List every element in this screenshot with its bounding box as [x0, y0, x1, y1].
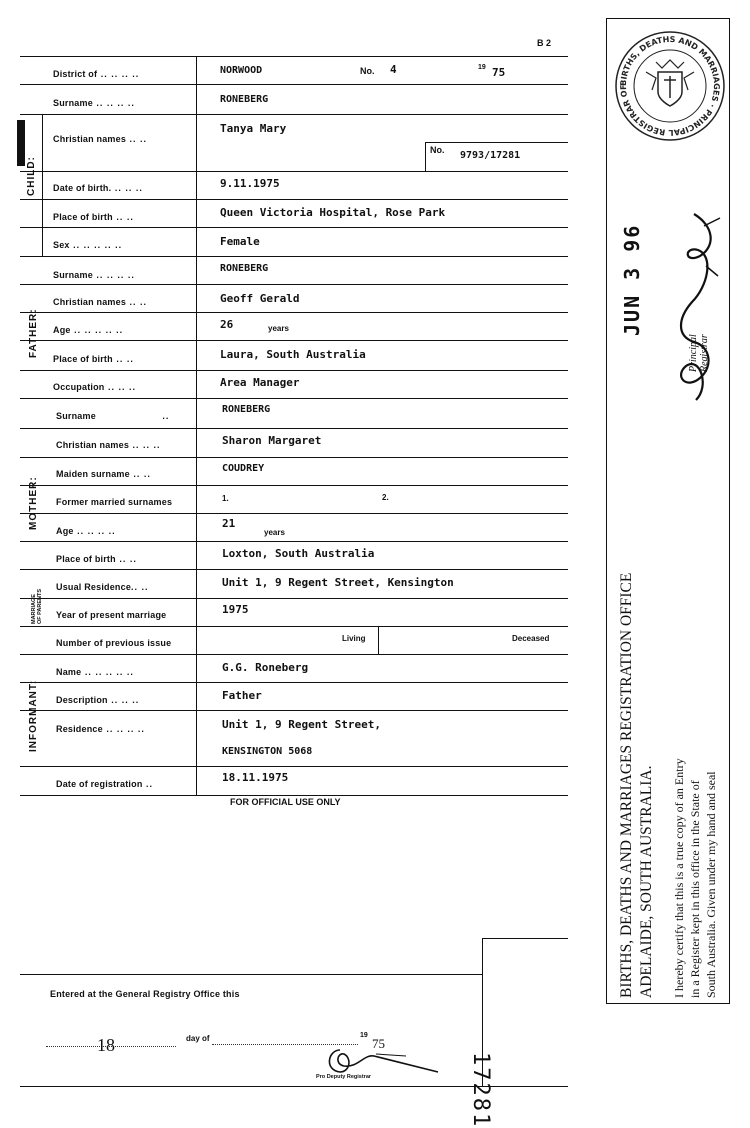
- footer-entered-text: Entered at the General Registry Office this: [50, 989, 240, 999]
- child-sex-value: Female: [220, 235, 260, 248]
- father-occupation-label: Occupation .. .. ..: [53, 382, 137, 392]
- form-code: B 2: [537, 38, 552, 48]
- mother-age-label: Age .. .. .. ..: [56, 526, 116, 536]
- child-christian-value: Tanya Mary: [220, 122, 287, 135]
- section-informant: INFORMANT:: [28, 679, 39, 752]
- signature-caption: Principal Registrar: [688, 334, 710, 372]
- district-no-label: No.: [360, 66, 375, 76]
- child-sex-label: Sex .. .. .. .. ..: [53, 240, 123, 250]
- mother-age-unit: years: [264, 528, 285, 537]
- marriage-year-value: 1975: [222, 603, 249, 616]
- mother-maiden-value: COUDREY: [222, 463, 265, 474]
- informant-name-label: Name .. .. .. .. ..: [56, 667, 134, 677]
- mother-pob-label: Place of birth .. ..: [56, 554, 137, 564]
- mother-surname-value: RONEBERG: [222, 404, 271, 415]
- date-stamp: JUN 3 96: [620, 223, 644, 336]
- informant-description-label: Description .. .. ..: [56, 695, 140, 705]
- informant-residence-value: Unit 1, 9 Regent Street,: [222, 718, 381, 731]
- registrar-signature: [664, 206, 724, 406]
- district-value: NORWOOD: [220, 65, 263, 76]
- mother-residence-label: Usual Residence.. ..: [56, 582, 149, 592]
- child-pob-value: Queen Victoria Hospital, Rose Park: [220, 206, 446, 219]
- section-child: CHILD:: [26, 156, 37, 196]
- district-label: District of .. .. .. ..: [53, 69, 140, 79]
- seal-text: BIRTHS, DEATHS AND MARRIAGES · PRINCIPAL REGISTRAR OF: [618, 34, 722, 138]
- father-christian-label: Christian names .. ..: [53, 297, 148, 307]
- registration-date-value: 18.11.1975: [222, 771, 289, 784]
- father-pob-label: Place of birth .. ..: [53, 354, 134, 364]
- section-marriage: [31, 589, 43, 624]
- office-line2: ADELAIDE, SOUTH AUSTRALIA.: [638, 765, 655, 998]
- mother-former-2: 2.: [382, 493, 389, 502]
- registrar-seal-icon: [612, 28, 728, 144]
- mother-maiden-label: Maiden surname .. ..: [56, 469, 151, 479]
- child-no-value: 9793/17281: [460, 150, 521, 161]
- marriage-line2: OF PARENTS: [37, 588, 43, 624]
- issue-living-label: Living: [342, 634, 366, 643]
- registration-date-label: Date of registration ..: [56, 779, 154, 789]
- marriage-line1: MARRIAGE: [31, 594, 37, 624]
- child-surname-label: Surname .. .. .. ..: [53, 98, 135, 108]
- child-pob-label: Place of birth .. ..: [53, 212, 134, 222]
- office-line1: BIRTHS, DEATHS AND MARRIAGES REGISTRATION OFFICE: [618, 572, 635, 998]
- father-occupation-value: Area Manager: [220, 376, 300, 389]
- father-pob-value: Laura, South Australia: [220, 348, 366, 361]
- father-surname-label: Surname .. .. .. ..: [53, 270, 135, 280]
- deputy-signature: [318, 1044, 458, 1078]
- official-use-note: FOR OFFICIAL USE ONLY: [230, 797, 341, 807]
- marriage-year-label: Year of present marriage: [56, 610, 167, 620]
- footer-year-suffix: 75: [372, 1036, 385, 1051]
- mother-former-label: Former married surnames: [56, 497, 173, 507]
- mother-pob-value: Loxton, South Australia: [222, 547, 375, 560]
- issue-deceased-label: Deceased: [512, 634, 550, 643]
- informant-residence-label: Residence .. .. .. ..: [56, 724, 145, 734]
- footer-day-value: 18: [97, 1035, 115, 1055]
- informant-residence-value2: KENSINGTON 5068: [222, 746, 313, 757]
- district-year-suffix: 75: [492, 66, 506, 79]
- cert-line1: I hereby certify that this is a true copy of an Entry: [672, 758, 686, 998]
- father-age-unit: years: [268, 324, 289, 333]
- mother-former-1: 1.: [222, 494, 229, 503]
- father-age-label: Age .. .. .. .. ..: [53, 325, 124, 335]
- informant-description-value: Father: [222, 689, 262, 702]
- mother-surname-label: Surname ..: [56, 411, 170, 421]
- child-no-label: No.: [430, 145, 445, 155]
- stamp-number: 17281: [468, 1052, 493, 1128]
- section-mother: MOTHER:: [28, 476, 39, 530]
- mother-christian-label: Christian names .. .. ..: [56, 440, 161, 450]
- district-no-value: 4: [390, 63, 397, 76]
- footer-deputy: Pro Deputy Registrar: [316, 1074, 372, 1080]
- section-father: FATHER:: [28, 308, 39, 358]
- father-christian-value: Geoff Gerald: [220, 292, 300, 305]
- mother-christian-value: Sharon Margaret: [222, 434, 322, 447]
- black-marker: [17, 120, 25, 166]
- mother-residence-value: Unit 1, 9 Regent Street, Kensington: [222, 576, 454, 589]
- footer-year-prefix: 19: [360, 1032, 368, 1039]
- mother-age-value: 21: [222, 517, 236, 530]
- child-surname-value: RONEBERG: [220, 94, 269, 105]
- father-surname-value: RONEBERG: [220, 263, 269, 274]
- child-dob-value: 9.11.1975: [220, 177, 280, 190]
- marriage-issue-label: Number of previous issue: [56, 638, 172, 648]
- cert-line3: South Australia. Given under my hand and seal: [704, 771, 718, 998]
- child-christian-label: Christian names .. ..: [53, 134, 148, 144]
- footer-day-of: day of: [186, 1034, 210, 1043]
- child-dob-label: Date of birth. .. .. ..: [53, 183, 143, 193]
- cert-line2: in a Register kept in this office in the State of: [688, 780, 702, 998]
- district-year-prefix: 19: [478, 64, 486, 71]
- informant-name-value: G.G. Roneberg: [222, 661, 309, 674]
- father-age-value: 26: [220, 318, 234, 331]
